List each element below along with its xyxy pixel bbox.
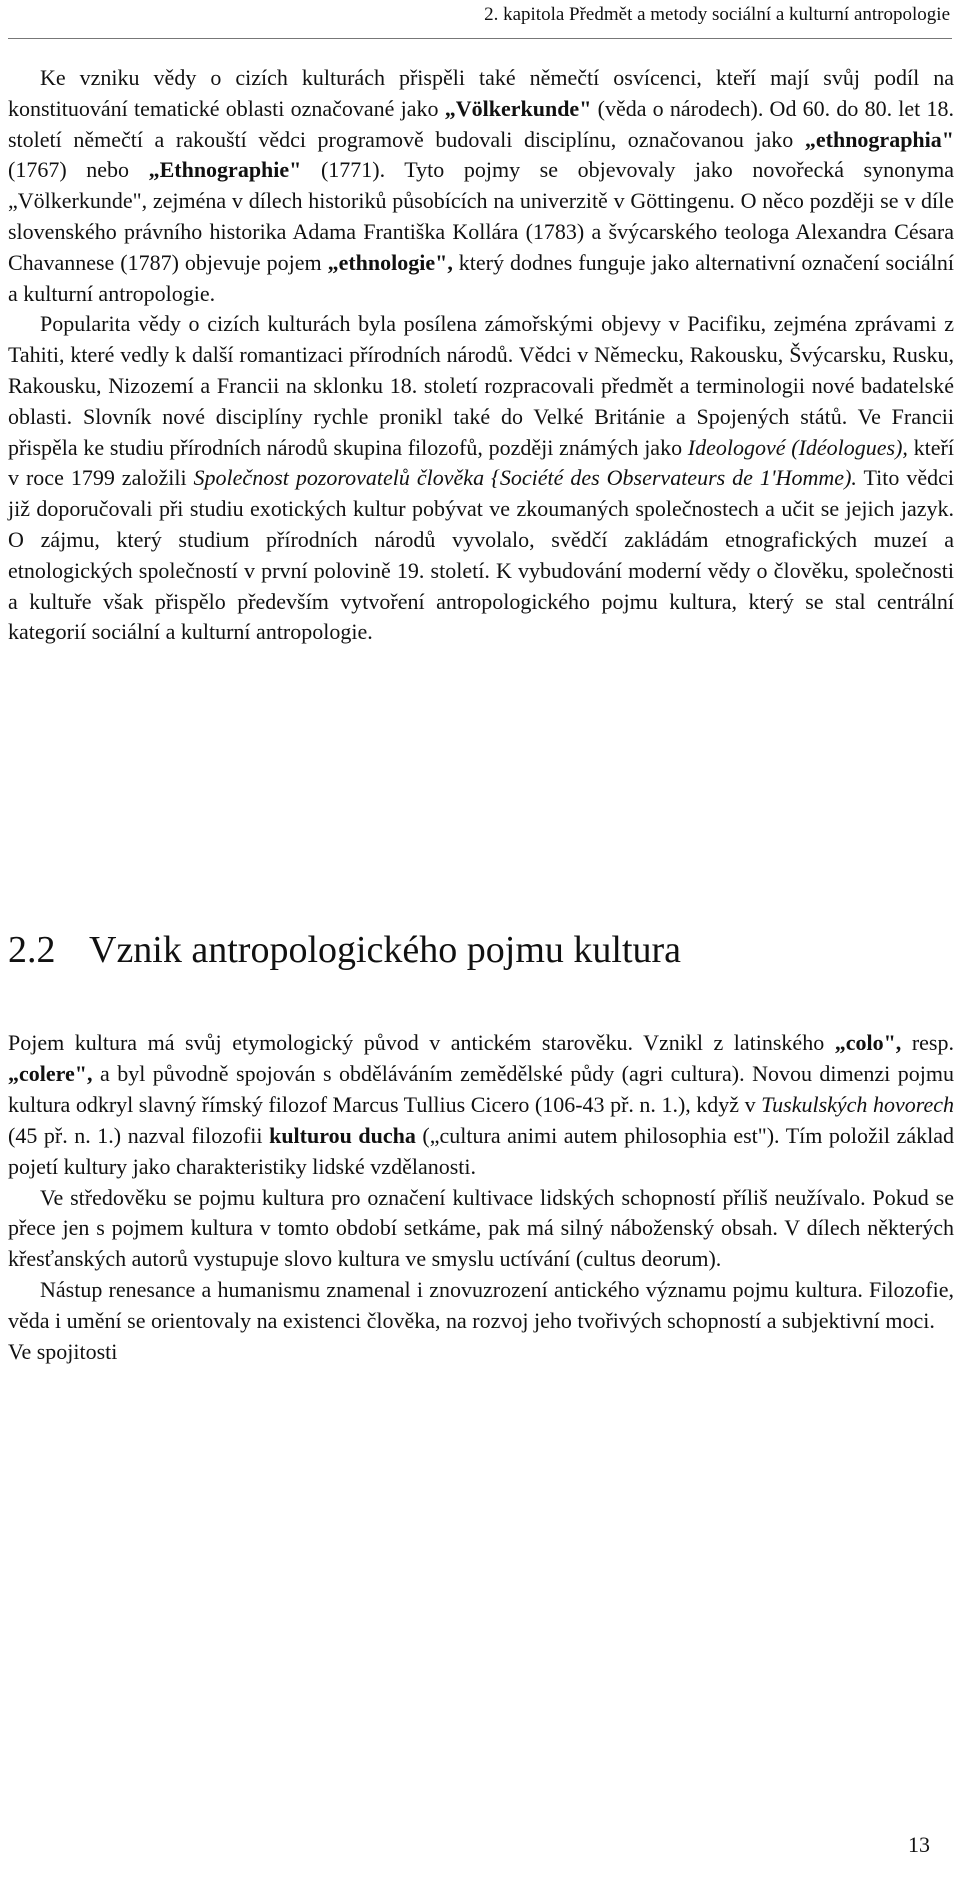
text-run: (věda o národech). Od 60. do 80. let 18. století němečtí a rakouští vědci programově budovali disciplínu, označovanou jako <box>8 95 954 152</box>
paragraph-5: Nástup renesance a humanismu znamenal i znovuzrození antického významu pojmu kultura. Filozofie, věda i umění se orientovaly na existenci člověka, na rozvoj jeho tvořivých schopností a subjektivní moci. <box>8 1277 954 1334</box>
text-run: Tito vědci již doporučovali při studiu exotických kultur pobývat ve zkoumaných společnostech a učit se jejich jazyk. O zájmu, který studium přírodních národů vyvolalo, svědčí zakládám etnografických muzeí a etnologických společností v první polovině 19. století. K vybudování moderní vědy o člověku, společnosti a kultuře však přispělo především vytvoření antropologického pojmu kultura, který se stal centrální kategorií sociální a kulturní antropologie. <box>8 465 954 645</box>
term-ideologove: Ideologové (Idéologues), <box>687 434 908 460</box>
text-run: („cultura animi autem philosophia est"). Tím položil základ pojetí kultury jako charakteristiky lidské vzdělanosti. <box>8 1122 954 1179</box>
term-ethnographie: „Ethnographie" <box>148 157 302 183</box>
main-text-lower <box>8 1028 954 1368</box>
term-colere: „colere", <box>8 1060 93 1086</box>
text-run: (1767) nebo <box>8 157 149 183</box>
main-text-upper <box>8 63 954 648</box>
term-tuskulske-hovory: Tuskulských hovorech <box>761 1091 954 1117</box>
section-heading <box>8 928 681 972</box>
term-ethnologie: „ethnologie", <box>327 249 453 275</box>
paragraph-1 <box>8 63 954 309</box>
text-run: Ke vzniku vědy o cizích kulturách přispěli také němečtí osvícenci, kteří mají svůj podíl na konstituování tematické oblasti označované jako <box>8 65 954 121</box>
term-spolecnost: Společnost pozorovatelů člověka {Société des Observateurs de 1'Homme). <box>193 465 857 491</box>
section-title: Vznik antropologického pojmu kultura <box>89 929 682 971</box>
section-number: 2.2 <box>8 929 56 971</box>
text-run: (1771). Tyto pojmy se objevovaly jako novořecká synonyma „Völkerkunde", zejména v dílech historiků působících na univerzitě v Göttingenu. O něco později se v díle slovenského právního historika Adama Františka Kollára (1783) a švýcarského teologa Alexandra Césara Chavannese (1787) objevuje pojem <box>8 157 954 275</box>
header-divider <box>8 38 952 39</box>
paragraph-4: Ve středověku se pojmu kultura pro označení kultivace lidských schopností příliš neužívalo. Pokud se přece jen s pojmem kultura v tomto období setkáme, pak má silný náboženský obsah. V dílech některých křesťanských autorů vystupuje slovo kultura ve smyslu uctívání (cultus deorum). <box>8 1184 954 1272</box>
text-run: (45 př. n. 1.) nazval filozofii <box>8 1122 270 1148</box>
text-run: resp. <box>901 1030 954 1055</box>
term-kultura-ducha: kulturou ducha <box>269 1122 416 1148</box>
text-run: Pojem kultura má svůj etymologický původ v antickém starověku. Vznikl z latinského <box>8 1030 835 1055</box>
paragraph-3 <box>8 1028 954 1183</box>
text-run: Popularita vědy o cizích kulturách byla posílena zámořskými objevy v Pacifiku, zejména zprávami z Tahiti, které vedly k další romantizaci přírodních národů. Vědci v Německu, Rakousku, Švýcarsku, Rusku, Rakousku, Nizozemí a Francii na sklonku 18. století rozpracovali předmět a terminologii nové badatelské oblasti. Slovník nové disciplíny rychle pronikl také do Velké Británie a Spojených států. Ve Francii přispěla ke studiu přírodních národů skupina filozofů, později známých jako <box>8 311 954 460</box>
page-number: 13 <box>908 1832 930 1857</box>
paragraph-6: Ve spojitosti <box>8 1339 118 1365</box>
text-run: který dodnes funguje jako alternativní označení sociální a kulturní antropologie. <box>8 249 954 306</box>
term-colo: „colo", <box>834 1030 902 1055</box>
term-ethnographia: „ethnographia" <box>804 126 954 152</box>
text-run: kteří v roce 1799 založili <box>8 434 954 491</box>
text-run: a byl původně spojován s obděláváním zemědělské půdy (agri cultura). Novou dimenzi pojmu kultura odkryl slavný římský filozof Marcus Tullius Cicero (106-43 př. n. 1.), když v <box>8 1060 954 1117</box>
term-volkerkunde: „Völkerkunde" <box>444 95 592 121</box>
running-header: 2. kapitola Předmět a metody sociální a kulturní antropologie <box>484 4 950 25</box>
paragraph-2 <box>8 309 954 648</box>
